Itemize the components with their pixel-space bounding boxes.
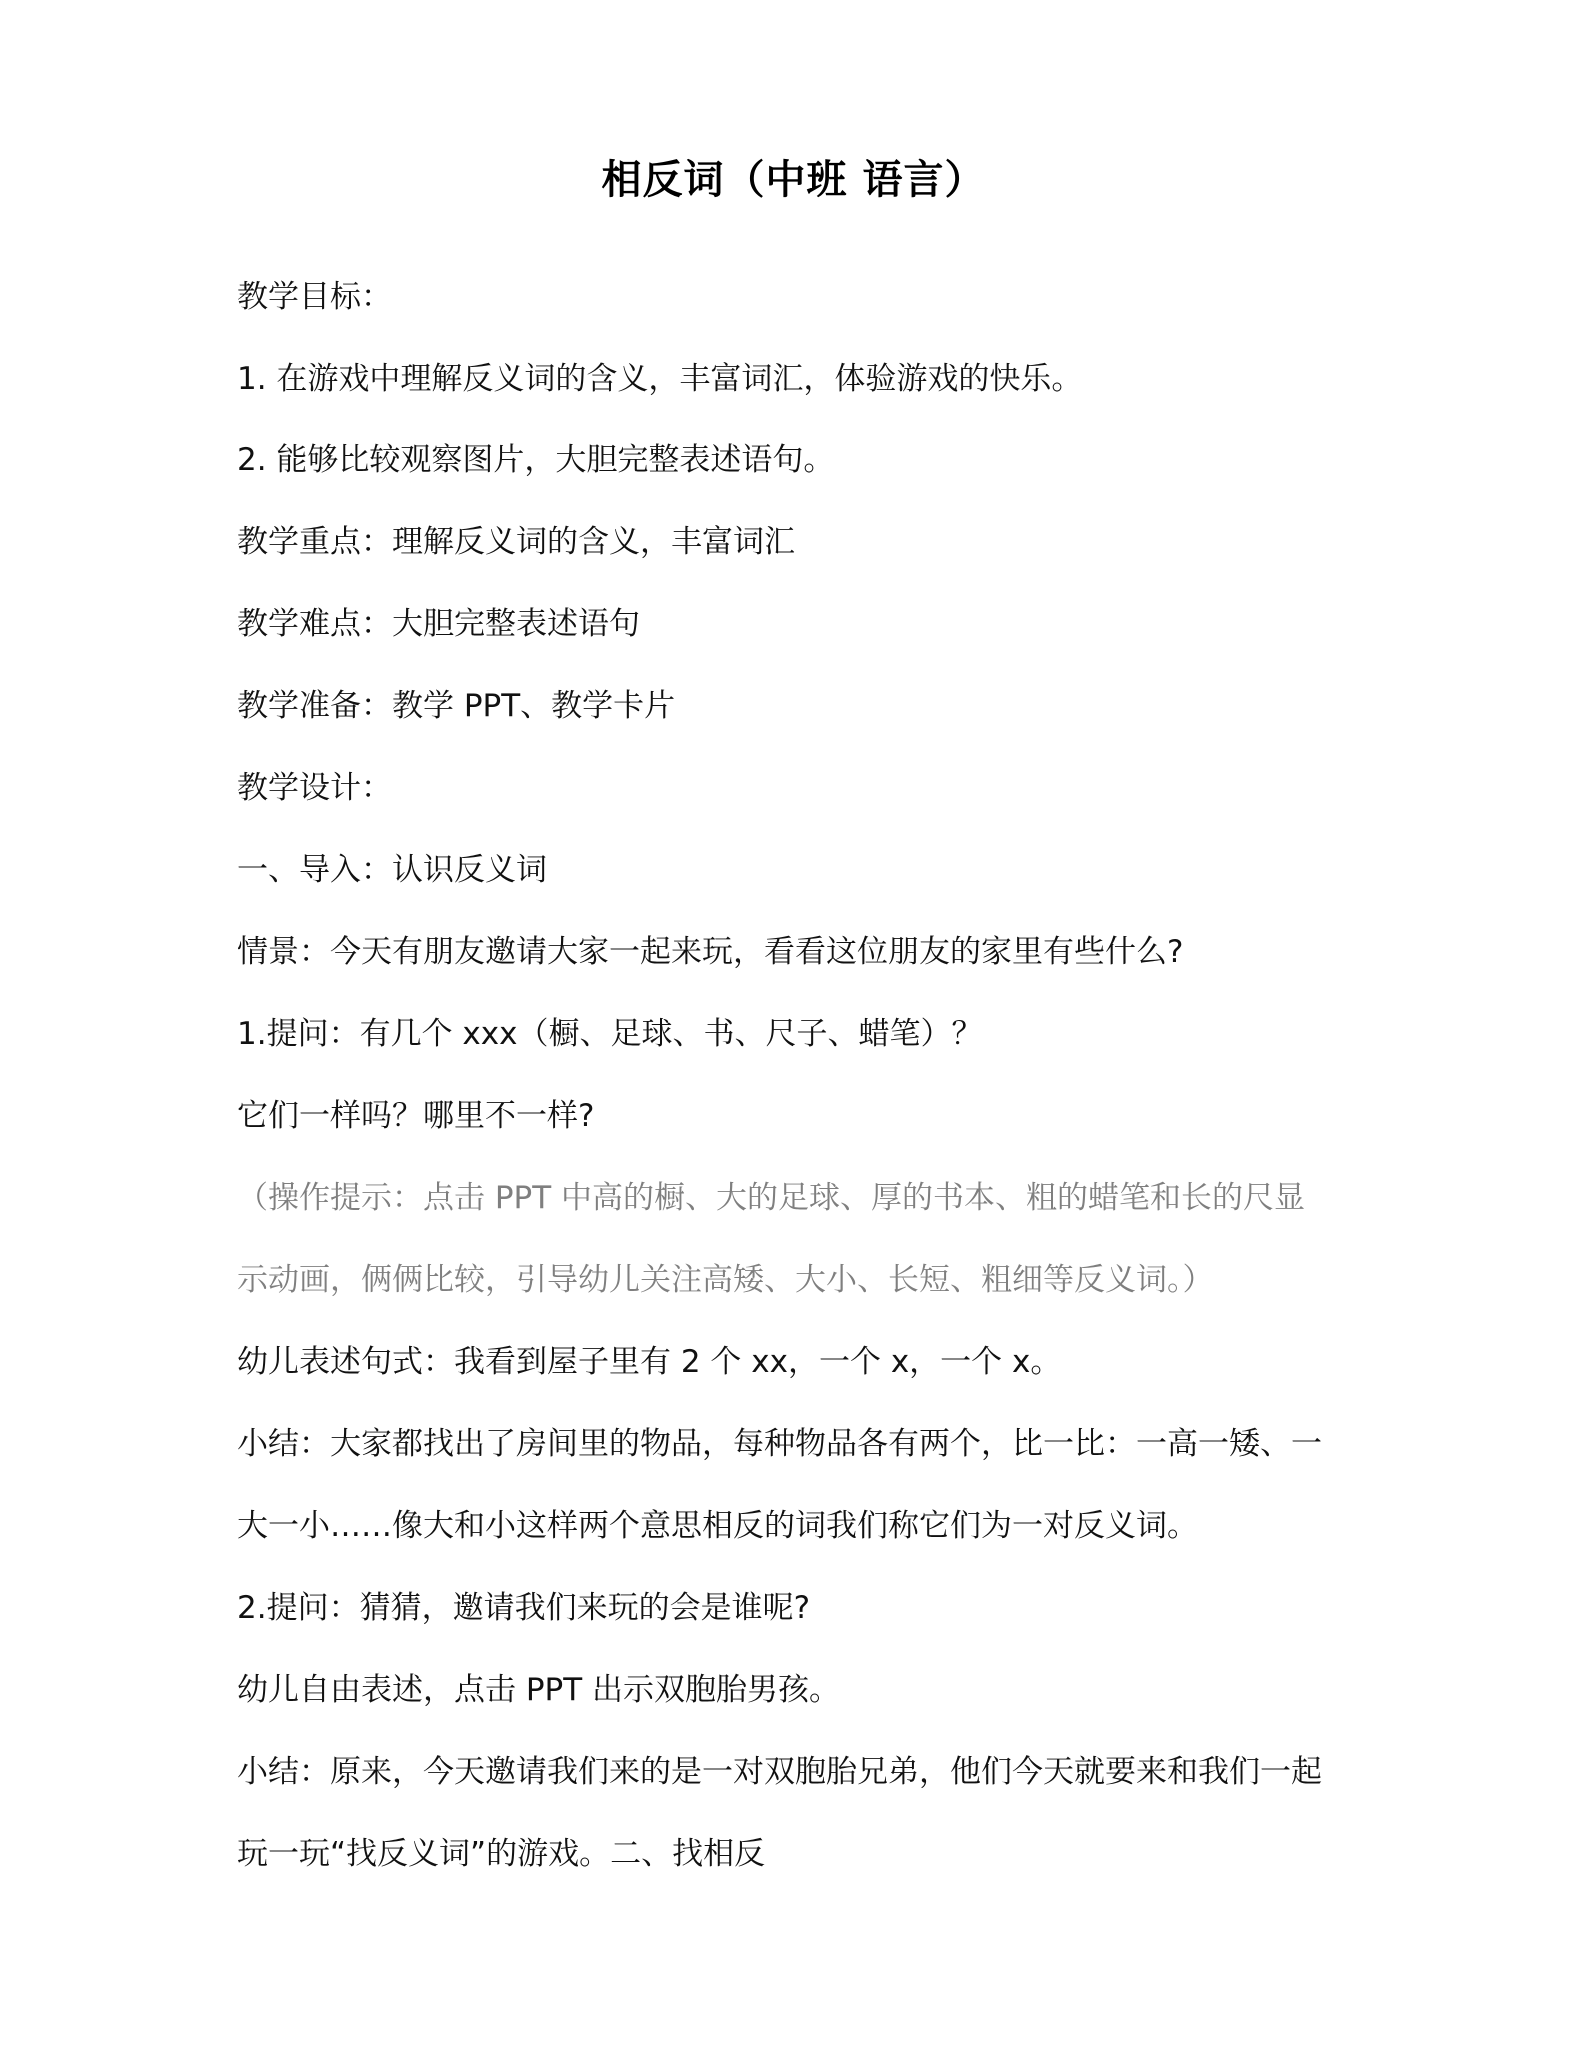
teaching-preparation: 教学准备：教学 PPT、教学卡片 [237, 688, 676, 724]
summary-2-line-1: 小结：原来，今天邀请我们来的是一对双胞胎兄弟，他们今天就要来和我们一起 [237, 1754, 1322, 1790]
document-title: 相反词（中班 语言） [601, 157, 986, 203]
heading-teaching-goals: 教学目标： [237, 279, 392, 315]
summary-1-line-2: 大一小……像大和小这样两个意思相反的词我们称它们为一对反义词。 [237, 1508, 1198, 1544]
scenario-paragraph: 情景：今天有朋友邀请大家一起来玩，看看这位朋友的家里有些什么? [237, 934, 1184, 970]
child-free-expression: 幼儿自由表述，点击 PPT 出示双胞胎男孩。 [237, 1672, 841, 1708]
operation-hint-line-2: 示动画，俩俩比较，引导幼儿关注高矮、大小、长短、粗细等反义词。） [237, 1262, 1214, 1298]
teaching-difficulty: 教学难点：大胆完整表述语句 [237, 606, 640, 642]
question-1-followup: 它们一样吗？哪里不一样? [237, 1098, 595, 1134]
operation-hint-line-1: （操作提示：点击 PPT 中高的橱、大的足球、厚的书本、粗的蜡笔和长的尺显 [237, 1180, 1306, 1216]
goal-item-1: 1. 在游戏中理解反义词的含义，丰富词汇，体验游戏的快乐。 [237, 361, 1083, 397]
question-1: 1.提问：有几个 xxx（橱、足球、书、尺子、蜡笔）？ [237, 1016, 983, 1052]
teaching-key-point: 教学重点：理解反义词的含义，丰富词汇 [237, 524, 795, 560]
child-sentence-pattern: 幼儿表述句式：我看到屋子里有 2 个 xx，一个 x，一个 x。 [237, 1344, 1062, 1380]
heading-teaching-design: 教学设计： [237, 770, 392, 806]
section-1-heading: 一、导入：认识反义词 [237, 852, 547, 888]
question-2: 2.提问：猜猜，邀请我们来玩的会是谁呢? [237, 1590, 811, 1626]
goal-item-2: 2. 能够比较观察图片，大胆完整表述语句。 [237, 442, 835, 478]
summary-2-line-2: 玩一玩“找反义词”的游戏。二、找相反 [237, 1836, 766, 1872]
summary-1-line-1: 小结：大家都找出了房间里的物品，每种物品各有两个，比一比：一高一矮、一 [237, 1426, 1322, 1462]
